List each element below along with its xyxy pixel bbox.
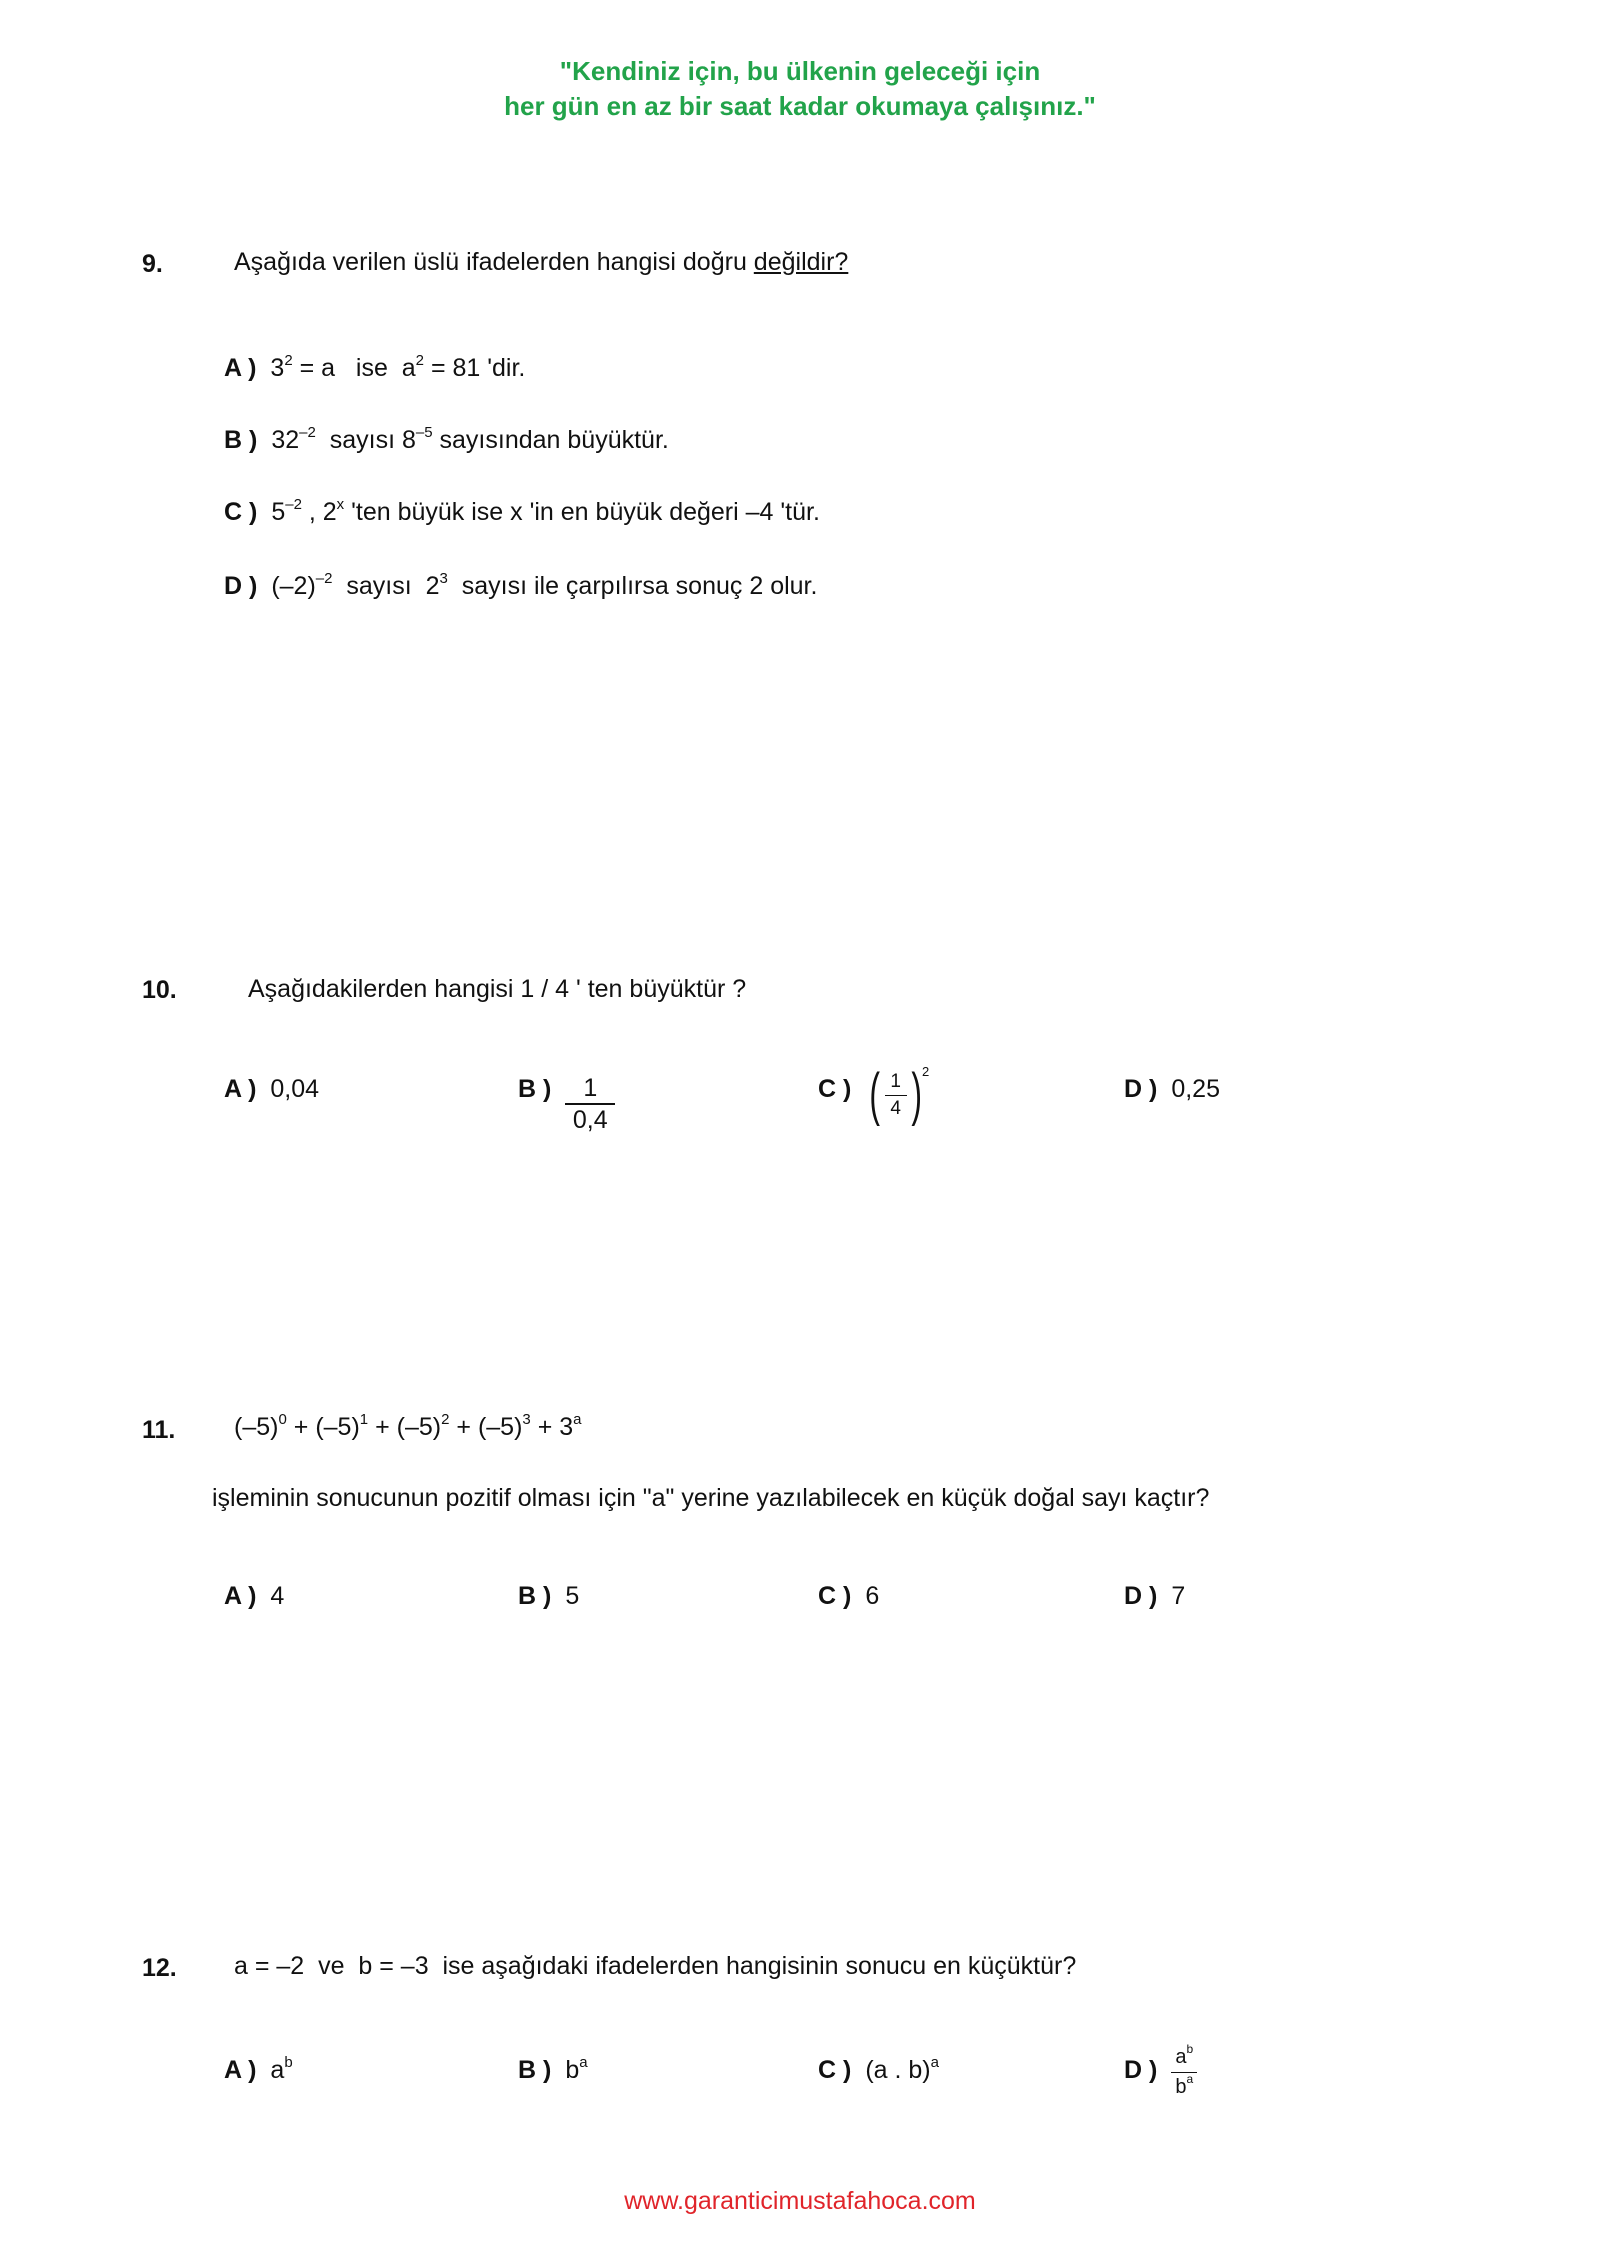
option-value: 0,04 bbox=[270, 1075, 320, 1103]
left-paren-icon: ( bbox=[869, 1062, 881, 1127]
option-label: C ) bbox=[818, 1582, 852, 1610]
fraction-numerator: 1 bbox=[583, 1074, 598, 1102]
expr-exponent: b bbox=[284, 2053, 293, 2071]
expr-operator: + bbox=[368, 1413, 397, 1441]
expr-exponent: 3 bbox=[522, 1410, 531, 1428]
expr-exponent: 1 bbox=[359, 1410, 369, 1428]
option-label: D ) bbox=[1124, 1075, 1158, 1103]
expr-text: sayısından büyüktür. bbox=[439, 426, 669, 454]
fraction bbox=[565, 1073, 615, 1135]
question-11-option-b[interactable] bbox=[518, 1582, 579, 1611]
expr-exponent: 3 bbox=[439, 569, 448, 587]
expr-term bbox=[559, 1410, 582, 1441]
expr-exponent: –2 bbox=[315, 569, 333, 587]
fraction-denominator: 0,4 bbox=[572, 1106, 608, 1134]
fraction-bar bbox=[885, 1095, 907, 1096]
expr-base: (–5) bbox=[234, 1413, 279, 1441]
question-9-option-c[interactable] bbox=[224, 495, 820, 527]
question-11-option-c[interactable] bbox=[818, 1582, 879, 1611]
question-12-option-c[interactable] bbox=[818, 2053, 939, 2085]
right-paren-icon: ) bbox=[911, 1062, 922, 1127]
expr-base: a bbox=[270, 2056, 285, 2084]
expr-base: 32 bbox=[271, 426, 300, 454]
expr-base: 3 bbox=[270, 354, 285, 382]
expr-exponent: x bbox=[336, 495, 345, 513]
fraction-numerator: 1 bbox=[890, 1070, 901, 1092]
option-label: A ) bbox=[224, 1075, 257, 1103]
fraction-denominator bbox=[1175, 2072, 1194, 2099]
expr-exponent: a bbox=[930, 2053, 939, 2071]
question-10-text: Aşağıdakilerden hangisi 1 / 4 ' ten büyüktür ? bbox=[248, 975, 747, 1003]
question-9-number: 9. bbox=[142, 250, 163, 278]
expr-exponent: a bbox=[579, 2053, 588, 2071]
option-label: B ) bbox=[518, 2056, 552, 2084]
expr-text: 'ten büyük ise x 'in en büyük değeri –4 'tür. bbox=[351, 498, 820, 526]
option-label: B ) bbox=[518, 1582, 552, 1610]
footer-url[interactable]: www.garanticimustafahoca.com bbox=[624, 2187, 976, 2215]
expr-base: (–5) bbox=[315, 1413, 360, 1441]
question-9-option-b[interactable] bbox=[224, 423, 669, 455]
motto-quote bbox=[0, 54, 1600, 124]
expr-term bbox=[477, 1410, 560, 1441]
expr-base: 5 bbox=[271, 498, 286, 526]
fraction-denominator: 4 bbox=[890, 1097, 901, 1119]
question-9-text bbox=[234, 248, 848, 277]
expr-base: (–2) bbox=[271, 572, 316, 600]
question-11-option-d[interactable] bbox=[1124, 1582, 1185, 1611]
fraction bbox=[885, 1071, 907, 1120]
expr-operator: + bbox=[286, 1413, 316, 1441]
option-label: A ) bbox=[224, 354, 257, 382]
option-label: C ) bbox=[224, 498, 258, 526]
question-9-option-a[interactable] bbox=[224, 351, 526, 383]
expr-text: = a ise a bbox=[299, 354, 416, 382]
expr-base: b bbox=[1175, 2076, 1187, 2098]
option-label: C ) bbox=[818, 1075, 852, 1103]
option-label: A ) bbox=[224, 1582, 257, 1610]
question-12-option-d[interactable] bbox=[1124, 2042, 1197, 2099]
question-10-option-b[interactable] bbox=[518, 1075, 615, 1135]
expr-base: (–5) bbox=[477, 1413, 523, 1441]
option-value: 0,25 bbox=[1171, 1075, 1220, 1103]
fraction-numerator bbox=[1175, 2042, 1194, 2069]
option-label: A ) bbox=[224, 2056, 257, 2084]
question-10-number: 10. bbox=[142, 976, 177, 1004]
question-12-option-b[interactable] bbox=[518, 2053, 588, 2085]
question-9-option-d[interactable] bbox=[224, 569, 818, 601]
question-10-option-c[interactable] bbox=[818, 1062, 930, 1127]
question-10-option-a[interactable] bbox=[224, 1075, 319, 1104]
expr-term bbox=[315, 1410, 397, 1441]
expr-exponent: b bbox=[1186, 2042, 1194, 2057]
expr-exponent: 2 bbox=[921, 1064, 930, 1079]
expr-text: , 2 bbox=[308, 498, 337, 526]
parenthesized-fraction bbox=[865, 1062, 926, 1127]
option-value: 7 bbox=[1171, 1582, 1186, 1610]
question-11-number: 11. bbox=[142, 1416, 176, 1444]
option-label: D ) bbox=[1124, 1582, 1158, 1610]
expr-base: a bbox=[1175, 2046, 1187, 2068]
expr-exponent: a bbox=[573, 1410, 582, 1428]
option-label: C ) bbox=[818, 2056, 852, 2084]
option-value: 4 bbox=[270, 1582, 285, 1610]
question-9-emphasis: değildir? bbox=[753, 248, 849, 276]
expr-exponent: –2 bbox=[285, 495, 302, 513]
expr-exponent: 2 bbox=[284, 351, 293, 369]
option-label: B ) bbox=[224, 426, 258, 454]
expr-term bbox=[234, 1410, 316, 1441]
expr-base: b bbox=[565, 2056, 580, 2084]
expr-operator: + bbox=[449, 1413, 478, 1441]
fraction bbox=[1171, 2042, 1197, 2099]
expr-exponent: 2 bbox=[441, 1410, 450, 1428]
expr-exponent: –5 bbox=[415, 423, 433, 441]
motto-line-1: "Kendiniz için, bu ülkenin geleceği için bbox=[559, 56, 1041, 86]
question-10-option-d[interactable] bbox=[1124, 1075, 1220, 1104]
question-11-option-a[interactable] bbox=[224, 1582, 284, 1611]
option-value: 5 bbox=[565, 1582, 580, 1610]
question-11-expression bbox=[234, 1410, 582, 1442]
expr-exponent: 0 bbox=[278, 1410, 287, 1428]
expr-text: sayısı 2 bbox=[346, 572, 440, 600]
motto-line-2: her gün en az bir saat kadar okumaya çalışınız." bbox=[504, 91, 1096, 121]
expr-exponent: 2 bbox=[415, 351, 424, 369]
expr-exponent: a bbox=[1186, 2072, 1194, 2087]
fraction-bar bbox=[1171, 2072, 1197, 2073]
expr-term bbox=[396, 1410, 478, 1441]
expr-text: sayısı ile çarpılırsa sonuç 2 olur. bbox=[461, 572, 818, 600]
option-label: B ) bbox=[518, 1075, 552, 1103]
question-12-number: 12. bbox=[142, 1954, 177, 1982]
question-12-text: a = –2 ve b = –3 ise aşağıdaki ifadelerden hangisinin sonucu en küçüktür? bbox=[234, 1952, 1077, 1980]
expr-base: 3 bbox=[559, 1413, 574, 1441]
option-value: 6 bbox=[865, 1582, 880, 1610]
question-12-option-a[interactable] bbox=[224, 2053, 293, 2085]
expr-operator: + bbox=[530, 1413, 560, 1441]
expr-base: (–5) bbox=[396, 1413, 442, 1441]
expr-text: = 81 'dir. bbox=[430, 354, 526, 382]
expr-text: sayısı 8 bbox=[329, 426, 416, 454]
expr-exponent: –2 bbox=[299, 423, 316, 441]
question-11-text: işleminin sonucunun pozitif olması için "a" yerine yazılabilecek en küçük doğal sayı kaçtır? bbox=[212, 1484, 1210, 1512]
expr-base: (a . b) bbox=[865, 2056, 931, 2084]
question-9-stem: Aşağıda verilen üslü ifadelerden hangisi doğru bbox=[234, 248, 747, 276]
option-label: D ) bbox=[224, 572, 258, 600]
option-label: D ) bbox=[1124, 2056, 1158, 2084]
